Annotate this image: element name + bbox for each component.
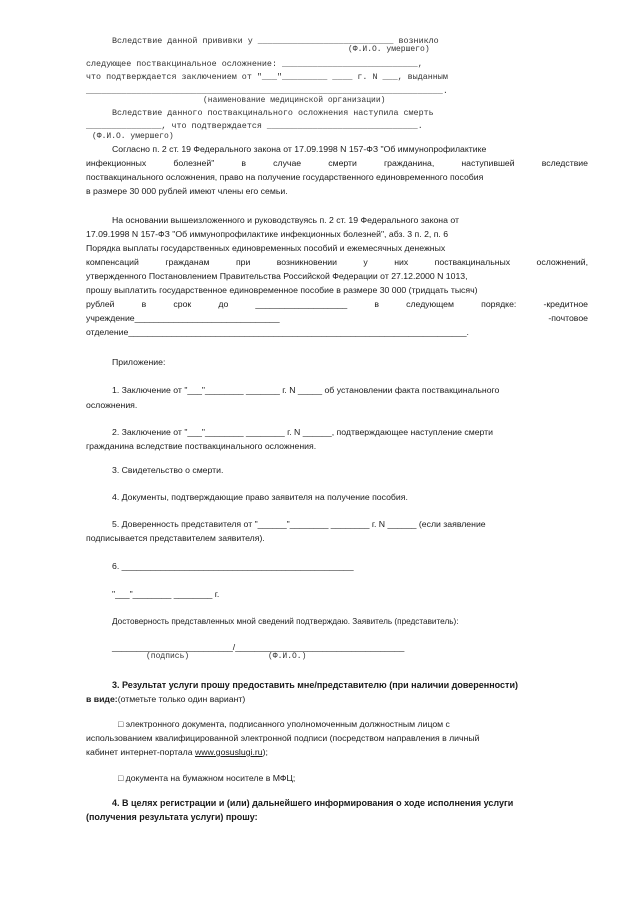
caption-fio-deceased: (Ф.И.О. умершего): [348, 45, 430, 54]
para2-line-8: учреждение______________________________ -почтовое: [86, 313, 588, 323]
caption-fio: (Ф.И.О.): [268, 652, 307, 661]
caption-med-org: (наименование медицинской организации): [203, 96, 386, 105]
attachment-4: 4. Документы, подтверждающие право заявителя на получение пособия.: [112, 492, 408, 502]
para2-line-2: 17.09.1998 N 157-ФЗ "Об иммунопрофилактике инфекционных болезней", абз. 3 п. 2, п. 6: [86, 229, 449, 239]
mono-line-1: Вследствие данной прививки у ___________________________ возникло: [112, 36, 439, 46]
para2-line-4: компенсаций гражданам при возникновении у них поствакцинальных осложнений,: [86, 257, 588, 267]
caption-fio-deceased-2: (Ф.И.О. умершего): [92, 132, 174, 141]
portal-prefix: кабинет интернет-портала: [86, 747, 195, 757]
para2-line-1: На основании вышеизложенного и руководствуясь п. 2 ст. 19 Федерального закона от: [112, 215, 459, 225]
gosuslugi-link[interactable]: www.gosuslugi.ru: [195, 747, 263, 757]
attachment-1-cont: осложнения.: [86, 400, 138, 410]
option-electronic-cont-2: [86, 745, 268, 759]
para2-line-3: Порядка выплаты государственных единовременных пособий и ежемесячных денежных: [86, 243, 446, 253]
attachment-date: "___"________ ________ г.: [112, 589, 220, 599]
attachment-5-cont: подписывается представителем заявителя).: [86, 533, 265, 543]
attachment-1: 1. Заключение от "___"________ _______ г. N _____ об установлении факта поствакцинального: [112, 385, 500, 395]
option-electronic-cont: использованием квалифицированной электронной подписи (посредством направления в личный: [86, 733, 480, 743]
para1-line-2: инфекционных болезней" в случае смерти гражданина, наступившей вследствие: [86, 158, 588, 168]
section3-heading-bold: в виде:: [86, 694, 118, 704]
section3-heading: 3. Результат услуги прошу предоставить мне/представителю (при наличии доверенности): [112, 680, 518, 690]
section4-heading-cont: (получения результата услуги) прошу:: [86, 812, 258, 822]
mono-line-5: Вследствие данного поствакцинального осложнения наступила смерть: [112, 108, 434, 118]
portal-suffix: );: [262, 747, 268, 757]
para2-line-9: отделение______________________________________________________________________.: [86, 327, 469, 337]
mono-line-6: _______________, что подтверждается ______________________________.: [86, 121, 423, 131]
attachments-title: Приложение:: [112, 357, 166, 367]
section4-heading: 4. В целях регистрации и (или) дальнейшего информирования о ходе исполнения услуги: [112, 798, 514, 808]
attachment-2-cont: гражданина вследствие поствакцинального осложнения.: [86, 441, 317, 451]
section3-heading-cont: [86, 692, 245, 706]
attachment-6: 6. ________________________________________________: [112, 561, 354, 571]
attachment-5: 5. Доверенность представителя от "______"________ ________ г. N ______ (если заявление: [112, 519, 486, 529]
option-paper[interactable]: □ документа на бумажном носителе в МФЦ;: [118, 773, 296, 783]
para2-line-6: прошу выплатить государственное единовременное пособие в размере 30 000 (тридцать тысяч): [86, 285, 478, 295]
signature-line: _________________________/___________________________________: [112, 642, 405, 652]
section3-note: (отметьте только один вариант): [117, 694, 246, 704]
attachment-2: 2. Заключение от "___"________ ________ г. N ______, подтверждающее наступление смерти: [112, 427, 493, 437]
option-electronic[interactable]: □ электронного документа, подписанного уполномоченным должностным лицом с: [118, 719, 450, 729]
para2-line-7: рублей в срок до ___________________ в следующем порядке: -кредитное: [86, 299, 588, 309]
attachment-3: 3. Свидетельство о смерти.: [112, 465, 224, 475]
para1-line-1: Согласно п. 2 ст. 19 Федерального закона от 17.09.1998 N 157-ФЗ "Об иммунопрофилактике: [112, 144, 487, 154]
confirmation-text: Достоверность представленных мной сведений подтверждаю. Заявитель (представитель):: [112, 617, 459, 626]
mono-line-3: что подтверждается заключением от "___"_________ ____ г. N ___, выданным: [86, 72, 448, 82]
mono-line-4: _______________________________________________________________________.: [86, 86, 448, 96]
mono-line-2: следующее поствакцинальное осложнение: ___________________________,: [86, 59, 423, 69]
para1-line-4: в размере 30 000 рублей имеют члены его семьи.: [86, 186, 288, 196]
caption-signature: (подпись): [146, 652, 190, 661]
para2-line-5: утвержденного Постановлением Правительства Российской Федерации от 27.12.2000 N 1013,: [86, 271, 468, 281]
para1-line-3: поствакцинального осложнения, право на получение государственного единовременного пособия: [86, 172, 484, 182]
